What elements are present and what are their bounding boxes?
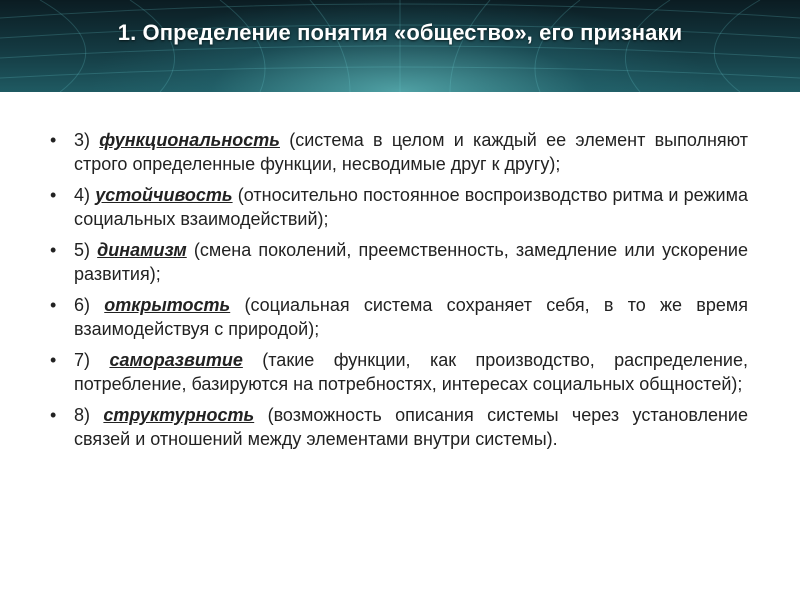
item-term: динамизм xyxy=(97,240,187,260)
list-item xyxy=(48,128,748,176)
bullet-dot-icon: • xyxy=(50,350,57,370)
item-description: (смена поколений, преемственность, замедление или ускорение развития); xyxy=(74,240,749,284)
item-description: (такие функции, как производство, распределение, потребление, базируются на потребностях, интересах социальных общностей); xyxy=(74,350,748,394)
bullet-dot-icon: • xyxy=(50,295,57,315)
item-term: устойчивость xyxy=(95,185,233,205)
item-term: функциональность xyxy=(99,130,280,150)
header-background-grid xyxy=(0,0,800,92)
list-item xyxy=(48,403,748,451)
list-item xyxy=(48,238,748,286)
feature-list xyxy=(48,128,748,451)
list-item xyxy=(48,348,748,396)
item-term: структурность xyxy=(103,405,255,425)
slide-content xyxy=(48,128,748,458)
item-number: 8) xyxy=(74,405,104,425)
item-term: открытость xyxy=(104,295,231,315)
slide-header xyxy=(0,0,800,92)
bullet-dot-icon: • xyxy=(50,130,57,150)
slide-title: 1. Определение понятия «общество», его признаки xyxy=(117,20,683,45)
bullet-dot-icon: • xyxy=(50,185,57,205)
item-number: 7) xyxy=(74,350,110,370)
item-number: 3) xyxy=(74,130,100,150)
bullet-dot-icon: • xyxy=(50,240,57,260)
bullet-dot-icon: • xyxy=(50,405,57,425)
item-description: (относительно постоянное воспроизводство ритма и режима социальных взаимодействий); xyxy=(74,185,748,229)
item-number: 5) xyxy=(74,240,98,260)
item-term: саморазвитие xyxy=(109,350,243,370)
item-description: (возможность описания системы через установление связей и отношений между элементами внутри системы). xyxy=(74,405,748,449)
list-item xyxy=(48,183,748,231)
item-description: (система в целом и каждый ее элемент выполняют строго определенные функции, несводимые друг к другу); xyxy=(74,130,748,174)
list-item xyxy=(48,293,748,341)
item-number: 6) xyxy=(74,295,105,315)
item-number: 4) xyxy=(74,185,96,205)
item-description: (социальная система сохраняет себя, в то же время взаимодействуя с природой); xyxy=(74,295,748,339)
